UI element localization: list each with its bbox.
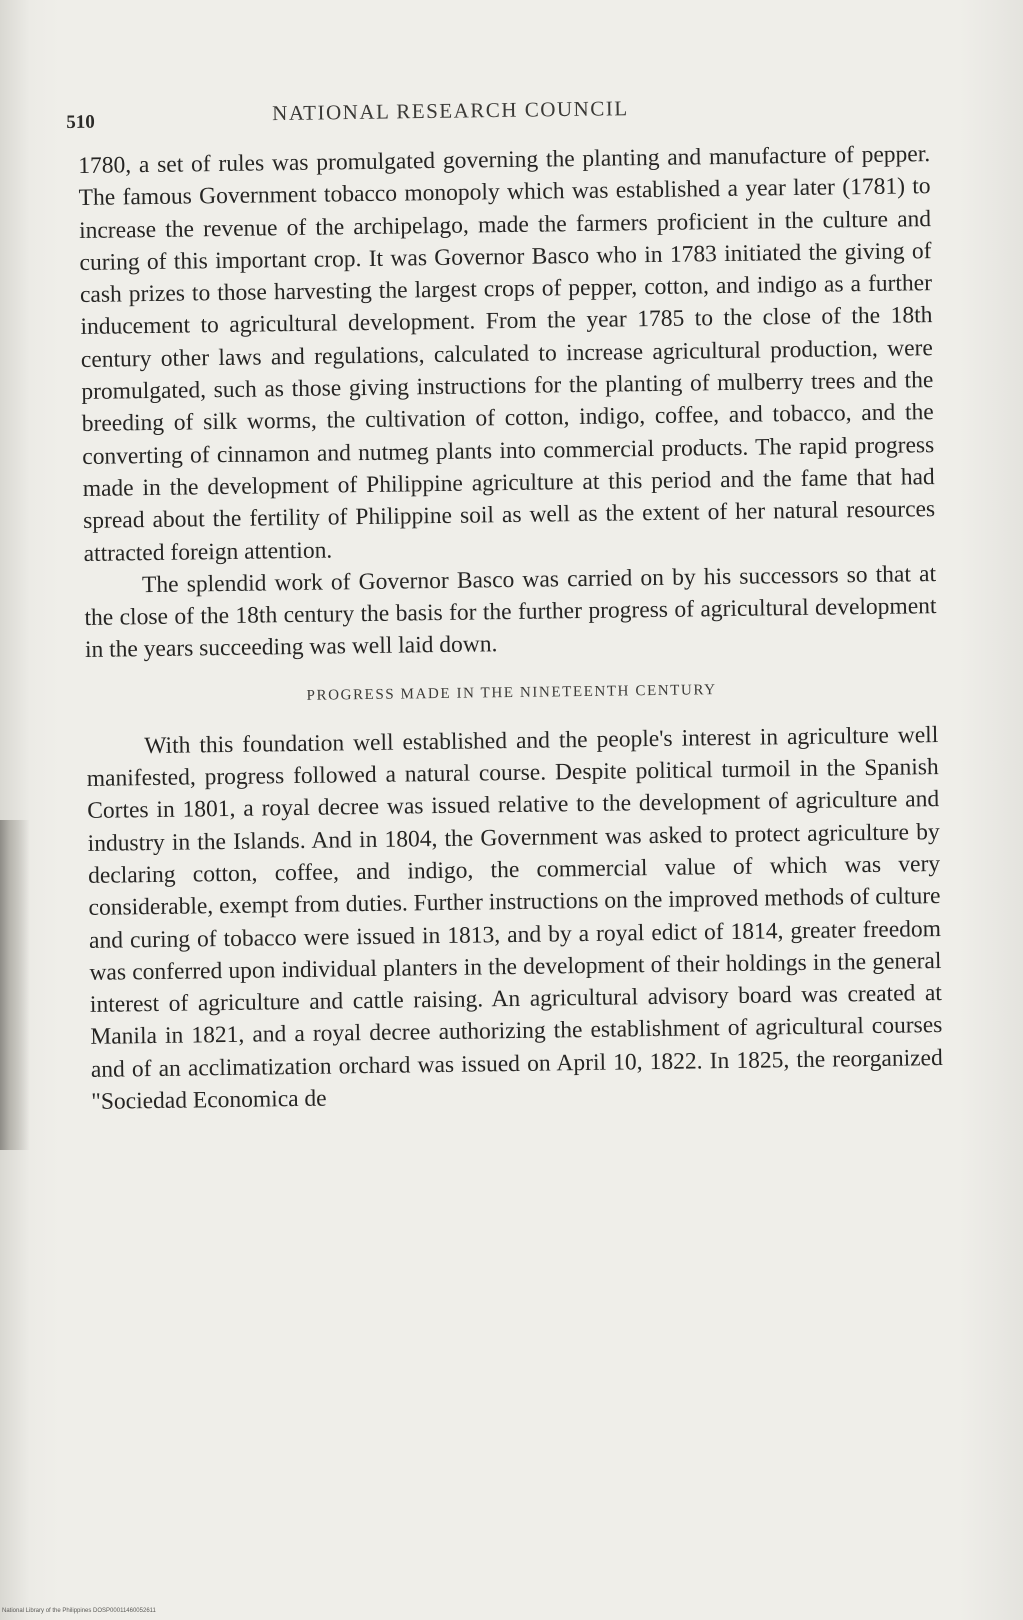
running-title: NATIONAL RESEARCH COUNCIL — [272, 96, 629, 126]
page-header — [66, 88, 956, 140]
section-heading: PROGRESS MADE IN THE NINETEENTH CENTURY — [306, 681, 717, 704]
page-edge-shadow — [0, 820, 30, 1150]
paragraph-continued: 1780, a set of rules was promulgated governing the planting and manufacture of pepper. The famous Government tobacco monopoly which was established a year later (1781) to increase the revenue of the archipelago, made the farmers proficient in the culture and curing of this important crop. It was Governor Basco who in 1783 initiated the giving of cash prizes to those harvesting the largest crops of pepper, cotton, and indigo as a further inducement to agricultural development. From the year 1785 to the close of the 18th century other laws and regulations, calculated to increase agricultural production, were promulgated, such as those giving instructions for the planting of mulberry trees and the breeding of silk worms, the cultivation of cotton, indigo, coffee, and tobacco, and the converting of cinnamon and nutmeg plants into commercial products. The rapid progress made in the development of Philippine agriculture at this period and the fame that had spread about the fertility of Philippine soil as well as the extent of her natural resources attracted foreign attention. — [78, 141, 936, 567]
paragraph-nineteenth-century: With this foundation well established and the people's interest in agriculture well manifested, progress followed a natural course. Despite political turmoil in the Spanish Cortes in 1801, a royal decree was issued relative to the development of agriculture and industry in the Islands. And in 1804, the Government was asked to protect agriculture by declaring cotton, coffee, and indigo, the commercial value of which was very considerable, exempt from duties. Further instructions on the improved methods of culture and curing of tobacco were issued in 1813, and by a royal edict of 1814, greater freedom was conferred upon individual planters in the development of their holdings in the general interest of agriculture and cattle raising. An agricultural advisory board was created at Manila in 1821, and a royal decree authorizing the establishment of agricultural courses and of an acclimatization orchard was issued on April 10, 1822. In 1825, the reorganized "Sociedad Economica de — [86, 721, 943, 1115]
library-credit: National Library of the Philippines DOSP00011460052611 — [2, 1608, 156, 1614]
paragraph-basco: The splendid work of Governor Basco was carried on by his successors so that at the close of the 18th century the basis for the further progress of agricultural development in the years succeeding was well laid down. — [84, 560, 937, 664]
page-number: 510 — [66, 111, 95, 133]
body-text — [78, 138, 943, 1118]
